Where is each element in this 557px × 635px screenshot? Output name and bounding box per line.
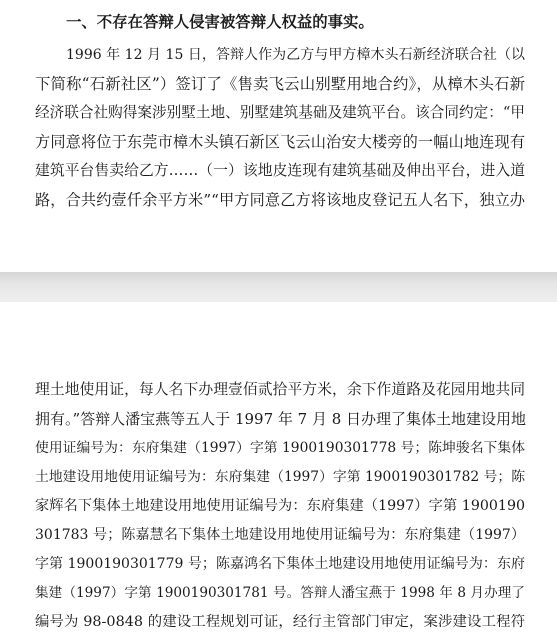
paragraph-line: 1996 年 12 月 15 日，答辩人作为乙方与甲方樟木头石新经济联合社（以 [66, 47, 525, 63]
paragraph-line: 拥有。”答辩人潘宝燕等五人于 1997 年 7 月 8 日办理了集体土地建设用地 [35, 410, 527, 428]
paragraph-line: 集建（1997）字第 1900190301781 号。答辩人潘宝燕于 1998 年 8 月办理了 [35, 585, 525, 601]
paragraph-line: 理土地使用证，每人名下办理壹佰贰拾平方米，余下作道路及花园用地共同 [35, 381, 525, 398]
paragraph-line: 使用证编号为：东府集建（1997）字第 1900190301778 号；陈坤骏名下集体 [35, 440, 525, 456]
paragraph-line: 路，合共约壹仟余平方米”“甲方同意乙方将该地皮登记五人名下，独立办 [35, 191, 525, 209]
paragraph-line: 字第 1900190301779 号；陈嘉鸿名下集体土地建设用地使用证编号为：东府 [35, 556, 525, 572]
document-page-bottom [0, 302, 557, 635]
paragraph-line: 建筑平台售卖给乙方……（一）该地皮连现有建筑基础及伸出平台，进入道 [35, 162, 525, 179]
paragraph-line: 土地建设用地使用证编号为：东府集建（1997）字第 1900190301782 号；陈 [35, 469, 525, 485]
paragraph-line: 下简称“石新社区”）签订了《售卖飞云山别墅用地合约》，从樟木头石新 [35, 75, 525, 93]
paragraph-line: 家辉名下集体土地建设用地使用证编号为：东府集建（1997）字第 1900190 [35, 498, 525, 514]
paragraph-line: 301783 号；陈嘉慧名下集体土地建设用地使用证编号为：东府集建（1997） [35, 527, 525, 543]
document-page-top [0, 0, 557, 272]
page-separator [0, 272, 557, 302]
paragraph-line: 方同意将位于东莞市樟木头镇石新区飞云山治安大楼旁的一幅山地连现有 [35, 133, 525, 151]
paragraph-line: 编号为 98-0848 的建设工程规划可证，经行主管部门审定，案涉建设工程符 [35, 614, 525, 630]
section-heading: 一、不存在答辩人侵害被答辩人权益的事实。 [66, 13, 374, 31]
paragraph-line: 经济联合社购得案涉别墅土地、别墅建筑基础及建筑平台。该合同约定：“甲 [35, 104, 525, 121]
